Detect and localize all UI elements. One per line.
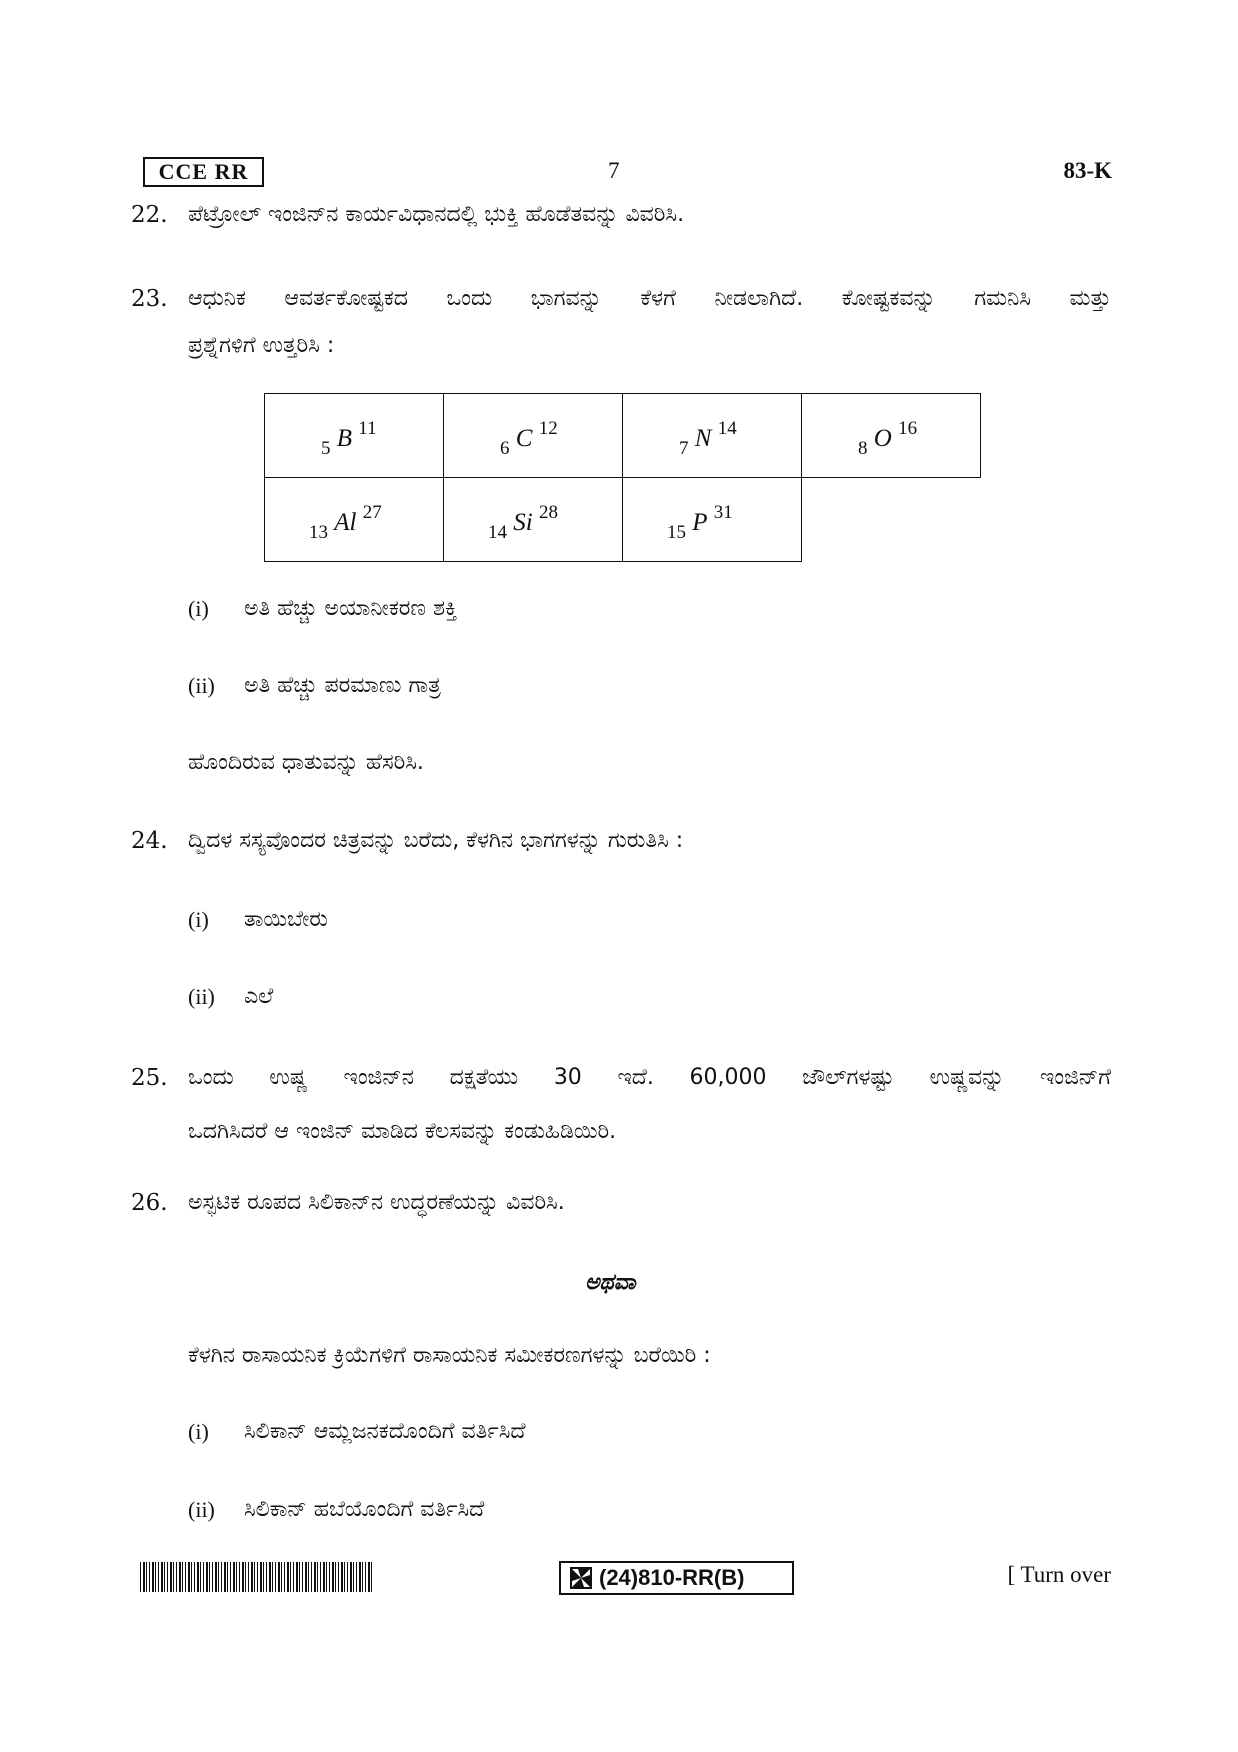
q26-sub-i-label: (i) [188,1419,209,1444]
q24-sub-i-text: ತಾಯಿಬೇರು [244,907,328,932]
q24-sub-i-label: (i) [188,907,209,932]
turn-over-note: [ Turn over [1007,1562,1111,1587]
q26-sub-ii-text: ಸಿಲಿಕಾನ್ ಹಬೆಯೊಂದಿಗೆ ವರ್ತಿಸಿದೆ [244,1497,485,1522]
element-cell-carbon: $_6$ C $^{12}$ [444,394,623,478]
or-label: ಅಥವಾ [585,1270,636,1295]
element-cell-boron: $_5$ B $^{11}$ [265,394,444,478]
q23-sub-i-text: ಅತಿ ಹೆಚ್ಚು ಅಯಾನೀಕರಣ ಶಕ್ತಿ [244,596,458,621]
q24-sub-ii-label: (ii) [188,984,215,1009]
header-code-box: CCE RR [143,157,264,187]
paper-code: 83-K [1063,158,1112,183]
question-25-line1: ಒಂದು ಉಷ್ಣ ಇಂಜಿನ್‌ನ ದಕ್ಷತೆಯು 30 ಇದೆ. 60,000 ಜೌಲ್‌ಗಳಷ್ಟು ಉಷ್ಣವನ್ನು ಇಂಜಿನ್‌ಗೆ [188,1065,1111,1090]
element-cell-phosphorus: $_{15}$ P $^{31}$ [623,478,802,562]
q26-sub-ii-label: (ii) [188,1497,215,1522]
q24-sub-ii-text: ಎಲೆ [244,984,274,1009]
question-number-26: 26. [131,1190,168,1216]
element-cell-oxygen: $_8$ O $^{16}$ [802,394,981,478]
question-23-line2: ಪ್ರಶ್ನೆಗಳಿಗೆ ಉತ್ತರಿಸಿ : [188,333,335,358]
question-number-22: 22. [131,202,168,228]
page-number: 7 [608,158,620,183]
question-22-text: ಪೆಟ್ರೋಲ್ ಇಂಜಿನ್‌ನ ಕಾರ್ಯವಿಧಾನದಲ್ಲಿ ಭುಕ್ತಿ ಹೊಡೆತವನ್ನು ವಿವರಿಸಿ. [188,202,685,227]
footer-code: (24)810-RR(B) [599,1565,745,1590]
element-cell-silicon: $_{14}$ Si $^{28}$ [444,478,623,562]
question-number-24: 24. [131,828,168,854]
periodic-table-fragment [264,393,981,562]
q23-sub-i-label: (i) [188,596,209,621]
q23-tail: ಹೊಂದಿರುವ ಧಾತುವನ್ನು ಹೆಸರಿಸಿ. [188,750,424,775]
q23-sub-ii-label: (ii) [188,673,215,698]
question-24-text: ದ್ವಿದಳ ಸಸ್ಯವೊಂದರ ಚಿತ್ರವನ್ನು ಬರೆದು, ಕೆಳಗಿನ ಭಾಗಗಳನ್ನು ಗುರುತಿಸಿ : [188,828,684,853]
element-cell-aluminium: $_{13}$ Al $^{27}$ [265,478,444,562]
q26-sub-i-text: ಸಿಲಿಕಾನ್ ಆಮ್ಲಜನಕದೊಂದಿಗೆ ವರ್ತಿಸಿದೆ [244,1419,526,1444]
question-number-25: 25. [131,1065,168,1091]
question-26-or-text: ಕೆಳಗಿನ ರಾಸಾಯನಿಕ ಕ್ರಿಯೆಗಳಿಗೆ ರಾಸಾಯನಿಕ ಸಮೀಕರಣಗಳನ್ನು ಬರೆಯಿರಿ : [188,1343,711,1368]
footer-code-box [559,1561,794,1595]
question-25-line2: ಒದಗಿಸಿದರೆ ಆ ಇಂಜಿನ್ ಮಾಡಿದ ಕೆಲಸವನ್ನು ಕಂಡುಹಿಡಿಯಿರಿ. [188,1119,617,1144]
question-23-line1: ಆಧುನಿಕ ಆವರ್ತಕೋಷ್ಟಕದ ಒಂದು ಭಾಗವನ್ನು ಕೆಳಗೆ ನೀಡಲಾಗಿದೆ. ಕೋಷ್ಟಕವನ್ನು ಗಮನಿಸಿ ಮತ್ತು [188,286,1111,311]
question-number-23: 23. [131,286,168,312]
question-26-text: ಅಸ್ಫಟಿಕ ರೂಪದ ಸಿಲಿಕಾನ್‌ನ ಉದ್ಧರಣೆಯನ್ನು ವಿವರಿಸಿ. [188,1190,565,1215]
empty-cell [802,478,981,562]
cross-mark-icon [569,1566,593,1590]
q23-sub-ii-text: ಅತಿ ಹೆಚ್ಚು ಪರಮಾಣು ಗಾತ್ರ [244,673,441,698]
barcode [140,1562,373,1592]
element-cell-nitrogen: $_7$ N $^{14}$ [623,394,802,478]
